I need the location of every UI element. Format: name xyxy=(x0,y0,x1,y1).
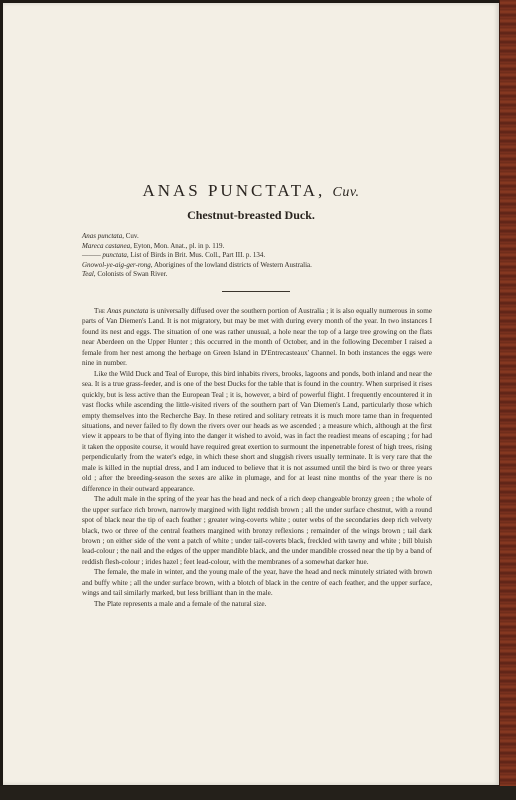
scan-bottom-edge xyxy=(0,786,516,800)
synonym-entry: Gnowol-ye-aig-ger-rong, Aborigines of the lowland districts of Western Australia. xyxy=(82,260,312,269)
paragraph-habits: Like the Wild Duck and Teal of Europe, this bird inhabits rivers, brooks, lagoons and ponds, both inland and near the sea. It is a true grass-feeder, and is one of the best Ducks for the table that is found in the country. When surprised it rises quickly, but is less active than the European Teal ; it is, however, a bird of powerful flight. I frequently encountered it in vast flocks while ascending the little-visited rivers of the southern part of Van Diemen's Land, particularly those which empty themselves into the Recherche Bay. In these retired and solitary retreats it is much more tame than in frequented situations, and never failed to fly down the rivers over our heads as we ascended ; a measure which, although at the first view it appears to be that of flying into the danger it wished to avoid, was in fact the readiest means of escaping ; for had it taken the opposite course, it would have required great exertion to surmount the inpenetrable forest of high trees, rising perpendicularly from the water's edge, in which these short and sluggish rivers usually terminate. It is very rare that the male is killed in the nuptial dress, and I am induced to believe that it is not assumed until the bird is two or three years old ; after the breeding-season the sexes are alike in plumage, and for at least nine months of the year there is no difference in their outward appearance. xyxy=(82,369,432,493)
book-page xyxy=(3,3,499,785)
species-name: ANAS PUNCTATA, xyxy=(142,181,326,200)
synonym-entry: ——— punctata, List of Birds in Brit. Mus. Coll., Part III. p. 134. xyxy=(82,251,266,259)
species-author: Cuv. xyxy=(332,185,360,200)
paragraph-plate-note: The Plate represents a male and a female of the natural size. xyxy=(94,599,267,608)
article-body xyxy=(82,306,432,609)
synonym-entry: Teal, Colonists of Swan River. xyxy=(82,270,168,278)
paragraph-male-description: The adult male in the spring of the year has the head and neck of a rich deep changeable bronzy green ; the whole of the upper surface rich brown, narrowly margined with light reddish brown ; all the under surface chestnut, with a round spot of black near the tip of each feather ; greater wing-coverts white ; outer webs of the secondaries deep rich velvety black, two or three of the central feathers margined with bronzy reflexions ; remainder of the wings brown ; tail dark brown ; on either side of the vent a patch of white ; under tail-coverts black, freckled with tawny and white ; bill bluish lead-colour ; the nail and the edges of the upper mandible black, and the under mandible crossed near the tip by a band of reddish flesh-colour ; irides hazel ; feet lead-colour, with the membranes of a somewhat darker hue. xyxy=(82,495,432,566)
paragraph-distribution: The Anas punctata is universally diffused over the southern portion of Australia ; it is also equally numerous in some parts of Van Diemen's Land. It is not migratory, but may be met with during every month of the year. In two instances I found its nest and eggs. The situation of one was rather unusual, a hole near the top of a large tree growing on the flats near Aberdeen on the Upper Hunter ; this occurred in the month of October, and in the following December I raised a female from her nest among the herbage on Green Island in D'Entrecasteaux' Channel. In both instances the eggs were nine in number. xyxy=(82,307,432,368)
book-edge-marbled xyxy=(499,0,516,800)
paragraph-female-description: The female, the male in winter, and the young male of the year, have the head and neck minutely striated with brown and buffy white ; all the under surface brown, with a blotch of black in the centre of each feather, and the upper surface, wings and tail similarly marked, but less brilliant than in the male. xyxy=(82,568,432,598)
synonymy-list xyxy=(82,232,462,280)
common-name: Chestnut-breasted Duck. xyxy=(187,208,315,222)
synonym-entry: Anas punctata, Cuv. xyxy=(82,232,139,240)
section-divider xyxy=(222,291,290,292)
synonym-entry: Mareca castanea, Eyton, Mon. Anat., pl. in p. 119. xyxy=(82,241,225,250)
species-title xyxy=(3,181,499,201)
